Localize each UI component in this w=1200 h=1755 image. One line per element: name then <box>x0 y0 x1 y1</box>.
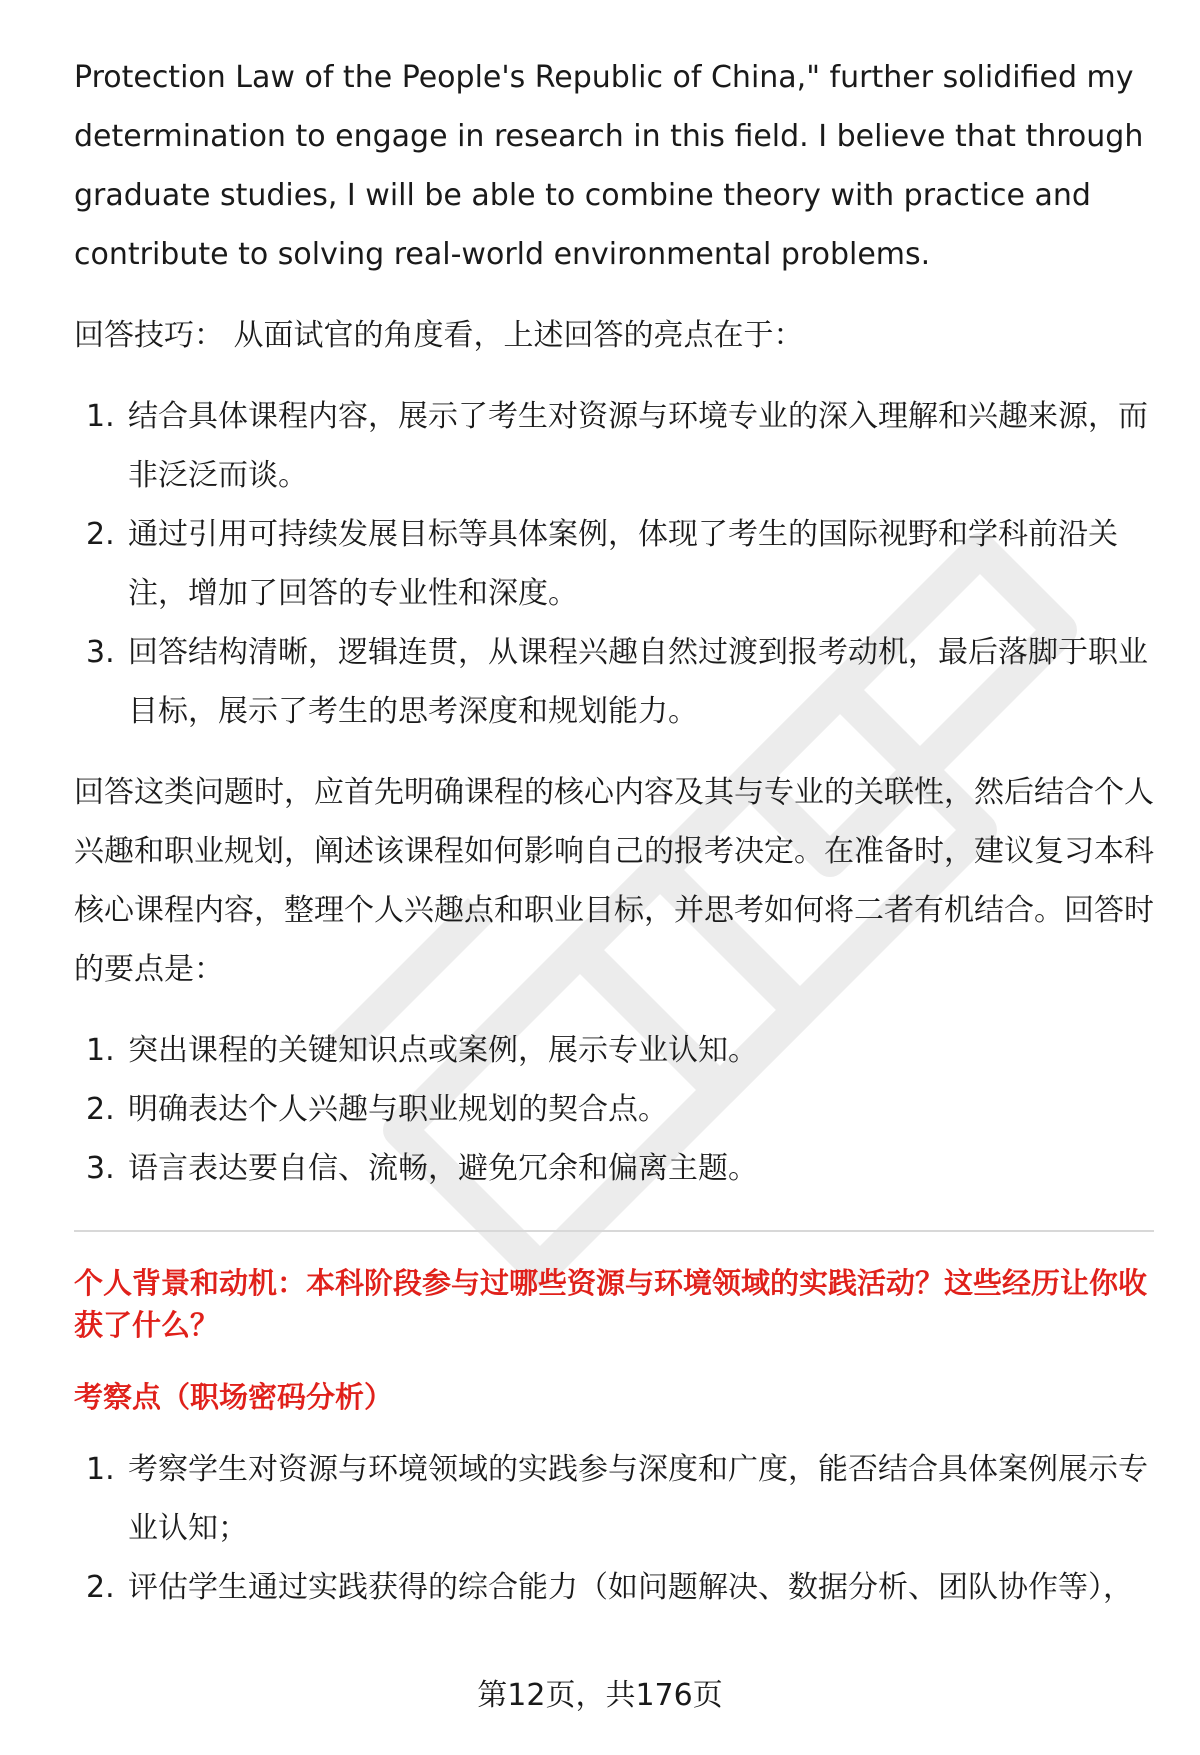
advice-paragraph: 回答这类问题时，应首先明确课程的核心内容及其与专业的关联性，然后结合个人兴趣和职业规划，阐述该课程如何影响自己的报考决定。在准备时，建议复习本科核心课程内容，整理个人兴趣点和职业目标，并思考如何将二者有机结合。回答时的要点是： <box>74 775 1154 987</box>
list-item-text: 评估学生通过实践获得的综合能力（如问题解决、数据分析、团队协作等）， <box>128 1570 1133 1605</box>
list-number: 1. <box>86 1033 115 1068</box>
list-item <box>74 387 1154 505</box>
tips-heading: 回答技巧： 从面试官的角度看，上述回答的亮点在于： <box>74 318 804 353</box>
list-item <box>74 1440 1154 1558</box>
list-item-text: 回答结构清晰，逻辑连贯，从课程兴趣自然过渡到报考动机，最后落脚于职业目标，展示了考生的思考深度和规划能力。 <box>128 635 1148 729</box>
list-item <box>74 1021 1154 1080</box>
intro-paragraph: Protection Law of the People's Republic of China," further solidified my determination to engage in research in this field. I believe that through graduate studies, I will be able to combine theory with practice and contribute to solving real-world environmental problems. <box>74 60 1144 272</box>
document-page <box>74 48 1154 1617</box>
list-number: 3. <box>86 635 115 670</box>
list-item-text: 明确表达个人兴趣与职业规划的契合点。 <box>128 1092 668 1127</box>
list-item <box>74 505 1154 623</box>
assessment-heading: 考察点（职场密码分析） <box>74 1380 394 1414</box>
list-number: 2. <box>86 1092 115 1127</box>
list-item-text: 结合具体课程内容，展示了考生对资源与环境专业的深入理解和兴趣来源，而非泛泛而谈。 <box>128 399 1148 493</box>
list-number: 2. <box>86 1570 115 1605</box>
list-number: 1. <box>86 1452 115 1487</box>
page-footer: 第12页，共176页 <box>477 1678 723 1713</box>
list-item <box>74 1558 1154 1617</box>
list-item-text: 突出课程的关键知识点或案例，展示专业认知。 <box>128 1033 758 1068</box>
highlights-list <box>74 387 1154 741</box>
list-item <box>74 1080 1154 1139</box>
question-title: 个人背景和动机：本科阶段参与过哪些资源与环境领域的实践活动？这些经历让你收获了什么？ <box>74 1266 1148 1342</box>
assessment-points-list <box>74 1440 1154 1617</box>
key-points-list <box>74 1021 1154 1198</box>
list-item-text: 通过引用可持续发展目标等具体案例，体现了考生的国际视野和学科前沿关注，增加了回答的专业性和深度。 <box>128 517 1118 611</box>
list-item-text: 考察学生对资源与环境领域的实践参与深度和广度，能否结合具体案例展示专业认知； <box>128 1452 1148 1546</box>
list-item <box>74 623 1154 741</box>
list-number: 2. <box>86 517 115 552</box>
list-number: 3. <box>86 1151 115 1186</box>
section-divider <box>74 1230 1154 1232</box>
list-number: 1. <box>86 399 115 434</box>
list-item <box>74 1139 1154 1198</box>
list-item-text: 语言表达要自信、流畅，避免冗余和偏离主题。 <box>128 1151 758 1186</box>
